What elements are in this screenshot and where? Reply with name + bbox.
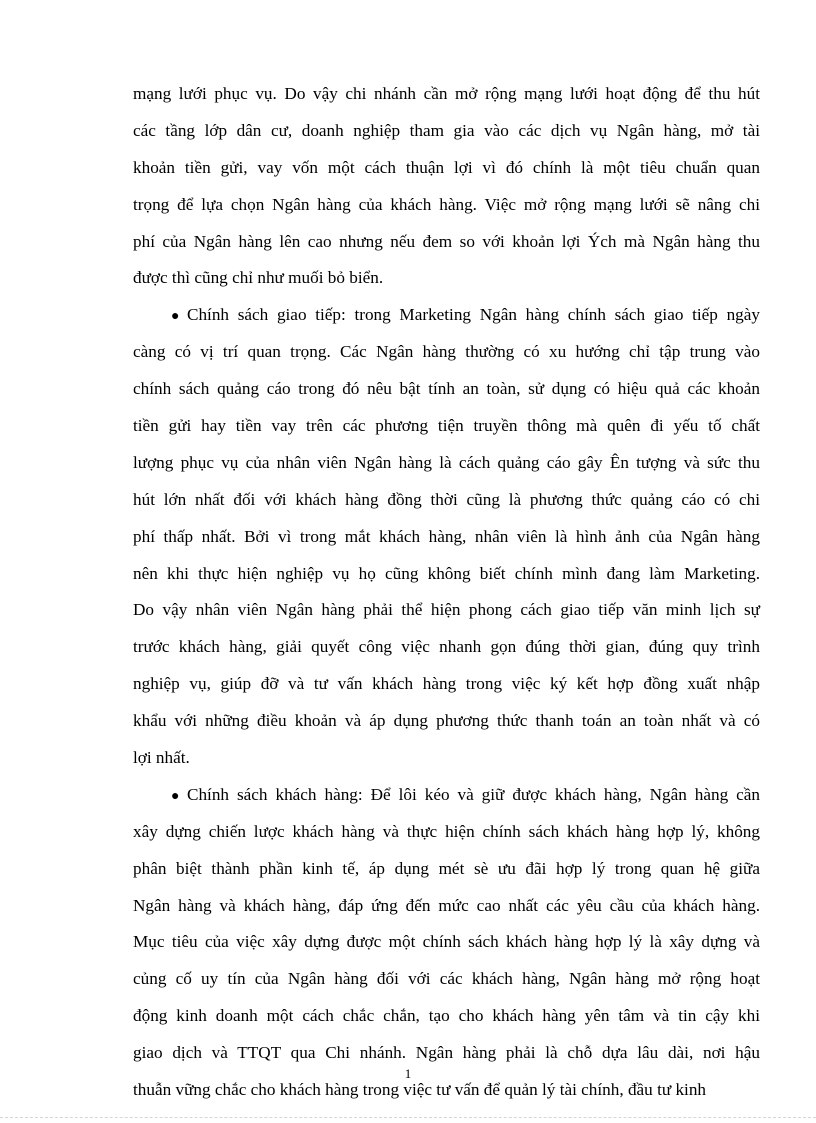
text-line (133, 482, 760, 519)
line-text: phí của Ngân hàng lên cao nhưng nếu đem so với khoản lợi Ých mà Ngân hàng thu (133, 231, 760, 251)
line-text: phí thấp nhất. Bởi vì trong mắt khách hàng, nhân viên là hình ảnh của Ngân hàng (133, 526, 760, 546)
line-text: tiền gửi hay tiền vay trên các phương tiện truyền thông mà quên đi yếu tố chất (133, 416, 760, 436)
text-line (133, 998, 760, 1035)
line-text: lợi nhất. (133, 748, 190, 768)
line-text: trọng để lựa chọn Ngân hàng của khách hàng. Việc mở rộng mạng lưới sẽ nâng chi (133, 194, 760, 214)
line-text: chính sách quảng cáo trong đó nêu bật tính an toàn, sử dụng có hiệu quả các khoản (133, 379, 760, 399)
line-text: phân biệt thành phần kinh tế, áp dụng mét sè ưu đãi hợp lý trong quan hệ giữa (133, 858, 760, 878)
line-text: Mục tiêu của việc xây dựng được một chính sách khách hàng hợp lý là xây dựng và (133, 932, 760, 952)
line-text: Ngân hàng và khách hàng, đáp ứng đến mức cao nhất các yêu cầu của khách hàng. (133, 895, 760, 915)
text-line (133, 629, 760, 666)
bullet-icon: ● (171, 309, 180, 325)
line-text: xây dựng chiến lược khách hàng và thực hiện chính sách khách hàng hợp lý, không (133, 821, 760, 841)
text-line (133, 924, 760, 961)
line-text: được thì cũng chỉ như muối bỏ biển. (133, 268, 384, 288)
text-line (133, 666, 760, 703)
text-line (133, 814, 760, 851)
text-line (133, 187, 760, 224)
text-line (133, 888, 760, 925)
text-line (133, 334, 760, 371)
text-line (133, 592, 760, 629)
line-text: Chính sách khách hàng: Để lôi kéo và giữ được khách hàng, Ngân hàng cần (187, 784, 760, 804)
line-text: thuẫn vững chắc cho khách hàng trong việc tư vấn để quản lý tài chính, đầu tư kinh (133, 1080, 707, 1100)
line-text: các tầng lớp dân cư, doanh nghiệp tham gia vào các dịch vụ Ngân hàng, mở tài (133, 120, 760, 140)
line-text: động kinh doanh một cách chắc chắn, tạo cho khách hàng yên tâm và tin cậy khi (133, 1006, 760, 1026)
page-number: 1 (404, 1066, 412, 1081)
line-text: mạng lưới phục vụ. Do vậy chi nhánh cần mở rộng mạng lưới hoạt động để thu hút (133, 84, 760, 103)
text-line (133, 371, 760, 408)
line-text: lượng phục vụ của nhân viên Ngân hàng là cách quảng cáo gây Ên tượng và sức thu (133, 452, 760, 472)
text-line (133, 777, 760, 814)
line-text: Do vậy nhân viên Ngân hàng phải thể hiện phong cách giao tiếp văn minh lịch sự (133, 600, 760, 620)
line-text: củng cố uy tín của Ngân hàng đối với các khách hàng, Ngân hàng mở rộng hoạt (133, 969, 760, 989)
line-text: giao dịch và TTQT qua Chi nhánh. Ngân hàng phải là chỗ dựa lâu dài, nơi hậu (133, 1043, 760, 1063)
bullet-icon: ● (171, 788, 180, 804)
text-line (133, 851, 760, 888)
page-bottom-border (0, 1117, 816, 1118)
text-line (133, 961, 760, 998)
text-line (133, 297, 760, 334)
text-line (133, 408, 760, 445)
line-text: nghiệp vụ, giúp đỡ và tư vấn khách hàng trong việc ký kết hợp đồng xuất nhập (133, 674, 760, 694)
paragraph (133, 777, 760, 1109)
line-text: càng có vị trí quan trọng. Các Ngân hàng thường có xu hướng chỉ tập trung vào (133, 342, 760, 362)
line-text: khoản tiền gửi, vay vốn một cách thuận lợi vì đó chính là một tiêu chuẩn quan (133, 157, 760, 177)
text-line (133, 519, 760, 556)
text-line (133, 113, 760, 150)
text-line (133, 150, 760, 187)
text-line (133, 445, 760, 482)
text-line (133, 224, 760, 261)
paragraph (133, 297, 760, 777)
line-text: trước khách hàng, giải quyết công việc nhanh gọn đúng thời gian, đúng quy trình (133, 637, 760, 657)
text-line (133, 740, 760, 777)
line-text: nên khi thực hiện nghiệp vụ họ cũng không biết chính mình đang làm Marketing. (133, 563, 760, 583)
text-line (133, 260, 760, 297)
text-line (133, 703, 760, 740)
text-line (133, 556, 760, 593)
document-body (133, 76, 760, 1109)
line-text: hút lớn nhất đối với khách hàng đồng thời cũng là phương thức quảng cáo có chi (133, 489, 760, 509)
line-text: khẩu với những điều khoản và áp dụng phương thức thanh toán an toàn nhất và có (133, 711, 760, 731)
text-line (133, 76, 760, 113)
paragraph (133, 76, 760, 297)
line-text: Chính sách giao tiếp: trong Marketing Ngân hàng chính sách giao tiếp ngày (187, 305, 760, 325)
